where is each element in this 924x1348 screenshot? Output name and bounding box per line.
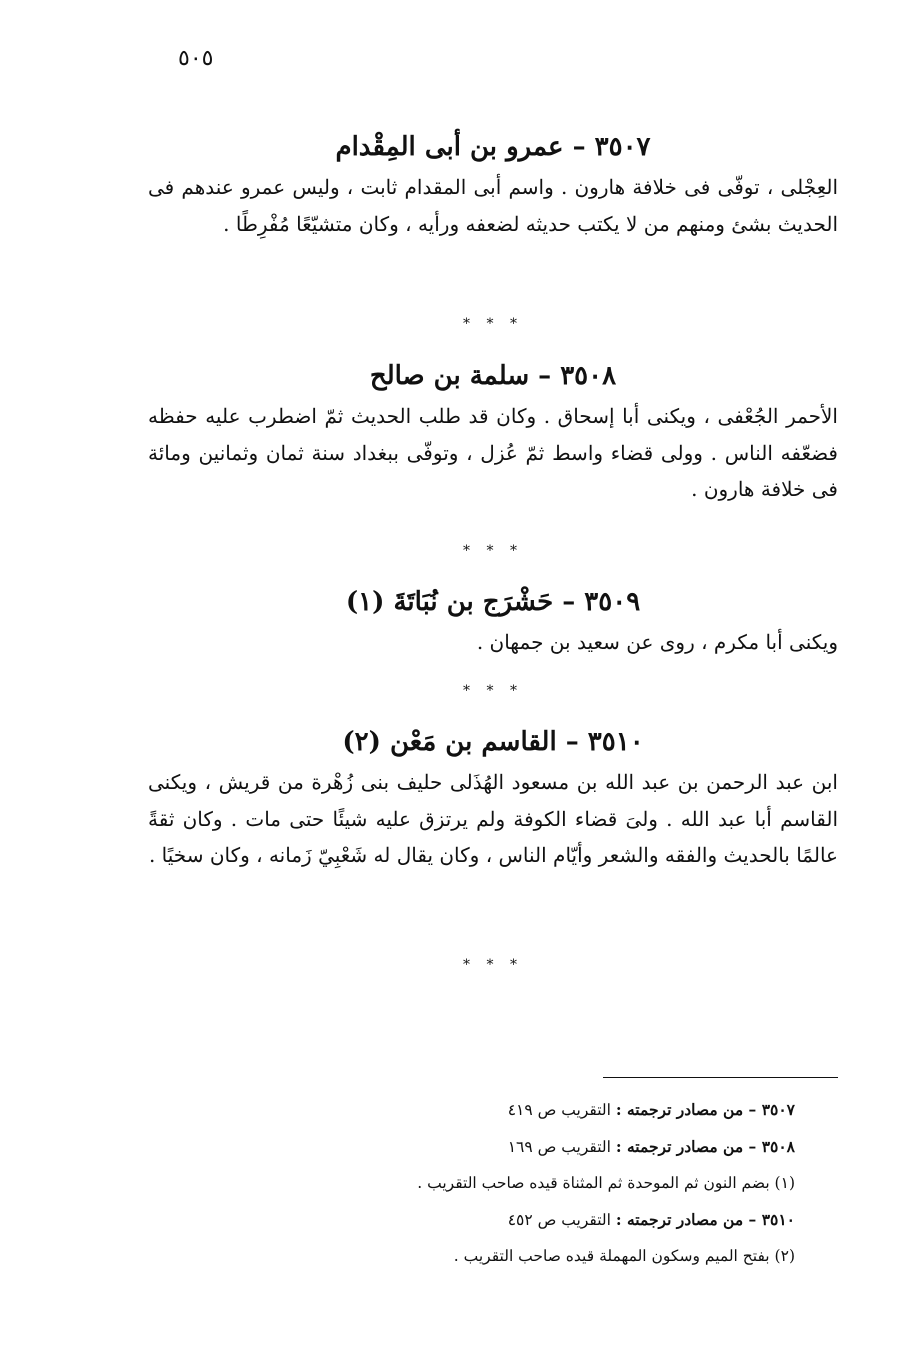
section-separator: * * * [463,316,523,332]
entry-title: ٣٥٠٩ – حَشْرَج بن نُبَاتَةَ (١) [345,587,641,617]
entry-3508 [148,356,838,508]
entry-body: ابن عبد الرحمن بن عبد الله بن مسعود الهُذَلى حليف بنى زُهْرة من قريش ، ويكنى القاسم أبا عبد الله . ولىَ قضاء الكوفة ولم يرتزق عليه شيئًا حتى مات . وكان ثقةً عالمًا بالحديث والفقه والشعر وأيّام الناس ، وكان يقال له شَعْبِيّ زَمانه ، وكان سخيًا . [148,770,838,867]
section-separator: * * * [463,683,523,699]
footnote-line [340,1129,795,1166]
footnote-text: التقريب ص ٤١٩ [507,1101,616,1119]
page-number: ٥٠٥ [178,46,214,71]
footnote-text: (٢) بفتح الميم وسكون المهملة قيده صاحب التقريب . [453,1247,795,1265]
footnote-line [340,1165,795,1202]
entry-title: ٣٥٠٨ – سلمة بن صالح [369,361,617,391]
footnote-line [340,1202,795,1239]
footnote-label: ٣٥١٠ – من مصادر ترجمته : [615,1209,795,1229]
footnote-text: التقريب ص ٤٥٢ [507,1210,616,1229]
footnote-text: التقريب ص ١٦٩ [507,1137,616,1156]
footnote-text: (١) بضم النون ثم الموحدة ثم المثناة قيده صاحب التقريب . [417,1174,795,1192]
entry-title: ٣٥٠٧ – عمرو بن أبى المِقْدام [335,132,651,162]
entry-3509 [148,582,838,661]
section-separator: * * * [463,543,523,559]
entry-body: العِجْلى ، توفّى فى خلافة هارون . واسم أبى المقدام ثابت ، وليس عمرو عندهم فى الحديث بشئ ومنهم من لا يكتب حديثه لضعفه ورأيه ، وكان متشيّعًا مُفْرِطًا . [148,175,838,236]
entry-3507 [148,127,838,242]
entry-title: ٣٥١٠ – القاسم بن مَعْن (٢) [342,727,644,757]
footnote-line [340,1238,795,1275]
entry-3510 [148,722,838,874]
entry-body: الأحمر الجُعْفى ، ويكنى أبا إسحاق . وكان قد طلب الحديث ثمّ اضطرب عليه حفظه فضعّفه الناس . وولى قضاء واسط ثمّ عُزل ، وتوفّى ببغداد سنة ثمان وثمانين ومائة فى خلافة هارون . [148,404,838,501]
footnote-label: ٣٥٠٨ – من مصادر ترجمته : [615,1136,795,1156]
footnotes [340,1092,795,1275]
footnote-divider [603,1077,838,1078]
footnote-line [340,1092,795,1129]
section-separator: * * * [463,957,523,973]
entry-body: ويكنى أبا مكرم ، روى عن سعيد بن جمهان . [476,630,838,654]
footnote-label: ٣٥٠٧ – من مصادر ترجمته : [615,1100,795,1119]
